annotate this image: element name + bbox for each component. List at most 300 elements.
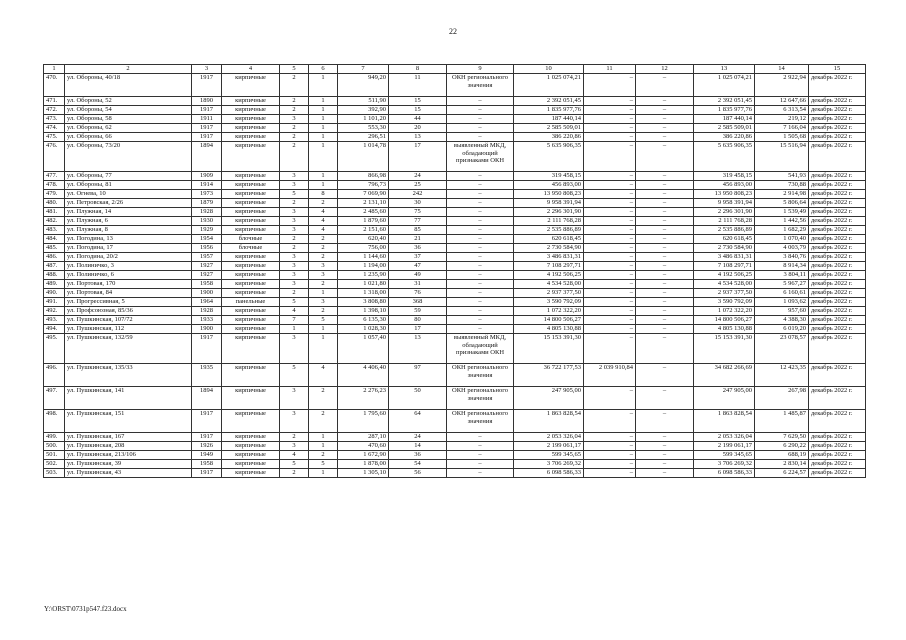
deadline-cell: декабрь 2022 г.	[809, 280, 866, 289]
wall-material-cell: кирпичные	[222, 190, 280, 199]
other-cost-cell: –	[636, 244, 694, 253]
deadline-cell: декабрь 2022 г.	[809, 106, 866, 115]
other-cost-cell: –	[636, 325, 694, 334]
area-cell: 1 318,00	[338, 289, 389, 298]
address-cell: ул. Погодина, 13	[65, 235, 192, 244]
address-cell: ул. Пушкинская, 107/72	[65, 316, 192, 325]
area-cell: 1 021,80	[338, 280, 389, 289]
build-year-cell: 1926	[192, 442, 222, 451]
floors-cell: 2	[280, 235, 309, 244]
total-cost-cell: 319 458,15	[514, 172, 584, 181]
wall-material-cell: кирпичные	[222, 334, 280, 364]
cost-per-sqm-cell: 5 967,27	[755, 280, 809, 289]
owner-cost-cell: 6 098 586,33	[694, 469, 755, 478]
other-cost-cell: –	[636, 364, 694, 387]
address-cell: ул. Обороны, 77	[65, 172, 192, 181]
wall-material-cell: кирпичные	[222, 280, 280, 289]
owner-cost-cell: 9 958 391,94	[694, 199, 755, 208]
cost-per-sqm-cell: 12 423,35	[755, 364, 809, 387]
owner-cost-cell: 599 345,65	[694, 451, 755, 460]
row-number-cell: 502.	[44, 460, 65, 469]
total-cost-cell: 2 730 584,90	[514, 244, 584, 253]
fund-cost-cell: –	[584, 334, 636, 364]
build-year-cell: 1928	[192, 208, 222, 217]
build-year-cell: 1917	[192, 410, 222, 433]
fund-cost-cell: –	[584, 97, 636, 106]
area-cell: 470,60	[338, 442, 389, 451]
wall-material-cell: кирпичные	[222, 460, 280, 469]
owner-cost-cell: 2 296 301,90	[694, 208, 755, 217]
table-row	[44, 442, 866, 451]
deadline-cell: декабрь 2022 г.	[809, 460, 866, 469]
row-number-cell: 483.	[44, 226, 65, 235]
status-cell: –	[447, 298, 514, 307]
fund-cost-cell: –	[584, 325, 636, 334]
other-cost-cell: –	[636, 469, 694, 478]
floors-cell: 3	[280, 280, 309, 289]
address-cell: ул. Пушкинская, 132/59	[65, 334, 192, 364]
row-number-cell: 497.	[44, 387, 65, 410]
address-cell: ул. Пушкинская, 112	[65, 325, 192, 334]
floors-cell: 2	[280, 289, 309, 298]
area-cell: 2 151,60	[338, 226, 389, 235]
fund-cost-cell: –	[584, 442, 636, 451]
table-row	[44, 460, 866, 469]
wall-material-cell: кирпичные	[222, 253, 280, 262]
floors-cell: 5	[280, 460, 309, 469]
total-cost-cell: 7 108 297,71	[514, 262, 584, 271]
build-year-cell: 1894	[192, 387, 222, 410]
area-cell: 2 276,23	[338, 387, 389, 410]
address-cell: ул. Обороны, 40/18	[65, 74, 192, 97]
wall-material-cell: кирпичные	[222, 217, 280, 226]
table-row	[44, 271, 866, 280]
entrances-cell: 1	[309, 334, 338, 364]
address-cell: ул. Обороны, 62	[65, 124, 192, 133]
table-row	[44, 334, 866, 364]
build-year-cell: 1927	[192, 262, 222, 271]
cost-per-sqm-cell: 219,12	[755, 115, 809, 124]
deadline-cell: декабрь 2022 г.	[809, 307, 866, 316]
row-number-cell: 478.	[44, 181, 65, 190]
floors-cell: 2	[280, 133, 309, 142]
other-cost-cell: –	[636, 451, 694, 460]
other-cost-cell: –	[636, 442, 694, 451]
status-cell: ОКН регионального значения	[447, 364, 514, 387]
entrances-cell: 1	[309, 142, 338, 172]
deadline-cell: декабрь 2022 г.	[809, 172, 866, 181]
status-cell: –	[447, 133, 514, 142]
fund-cost-cell: –	[584, 253, 636, 262]
address-cell: ул. Пушкинская, 167	[65, 433, 192, 442]
other-cost-cell: –	[636, 181, 694, 190]
row-number-cell: 492.	[44, 307, 65, 316]
owner-cost-cell: 2 535 886,89	[694, 226, 755, 235]
status-cell: –	[447, 235, 514, 244]
total-cost-cell: 2 585 509,01	[514, 124, 584, 133]
floors-cell: 3	[280, 172, 309, 181]
wall-material-cell: кирпичные	[222, 106, 280, 115]
owner-cost-cell: 2 937 377,50	[694, 289, 755, 298]
cost-per-sqm-cell: 4 388,30	[755, 316, 809, 325]
wall-material-cell: кирпичные	[222, 307, 280, 316]
table-row	[44, 133, 866, 142]
row-number-cell: 489.	[44, 280, 65, 289]
page-number: 22	[449, 27, 457, 36]
other-cost-cell: –	[636, 124, 694, 133]
floors-cell: 3	[280, 271, 309, 280]
build-year-cell: 1917	[192, 74, 222, 97]
residents-cell: 50	[389, 387, 447, 410]
total-cost-cell: 599 345,65	[514, 451, 584, 460]
row-number-cell: 484.	[44, 235, 65, 244]
area-cell: 1 795,60	[338, 410, 389, 433]
status-cell: –	[447, 325, 514, 334]
row-number-cell: 486.	[44, 253, 65, 262]
area-cell: 756,00	[338, 244, 389, 253]
address-cell: ул. Полиничко, 3	[65, 262, 192, 271]
deadline-cell: декабрь 2022 г.	[809, 410, 866, 433]
floors-cell: 3	[280, 334, 309, 364]
owner-cost-cell: 1 835 977,76	[694, 106, 755, 115]
cost-per-sqm-cell: 4 003,79	[755, 244, 809, 253]
table-row	[44, 124, 866, 133]
owner-cost-cell: 319 458,15	[694, 172, 755, 181]
area-cell: 511,90	[338, 97, 389, 106]
header-cell: 1	[44, 65, 65, 74]
floors-cell: 3	[280, 262, 309, 271]
wall-material-cell: кирпичные	[222, 316, 280, 325]
wall-material-cell: кирпичные	[222, 208, 280, 217]
entrances-cell: 1	[309, 433, 338, 442]
deadline-cell: декабрь 2022 г.	[809, 244, 866, 253]
total-cost-cell: 4 805 130,88	[514, 325, 584, 334]
area-cell: 2 485,60	[338, 208, 389, 217]
status-cell: –	[447, 172, 514, 181]
owner-cost-cell: 3 590 792,09	[694, 298, 755, 307]
cost-per-sqm-cell: 7 629,50	[755, 433, 809, 442]
entrances-cell: 4	[309, 208, 338, 217]
table-row	[44, 433, 866, 442]
entrances-cell: 1	[309, 469, 338, 478]
total-cost-cell: 2 111 768,28	[514, 217, 584, 226]
total-cost-cell: 620 618,45	[514, 235, 584, 244]
table-row	[44, 316, 866, 325]
row-number-cell: 499.	[44, 433, 65, 442]
owner-cost-cell: 247 905,00	[694, 387, 755, 410]
table-row	[44, 97, 866, 106]
header-cell: 7	[338, 65, 389, 74]
area-cell: 1 672,90	[338, 451, 389, 460]
row-number-cell: 471.	[44, 97, 65, 106]
build-year-cell: 1929	[192, 226, 222, 235]
header-cell: 3	[192, 65, 222, 74]
other-cost-cell: –	[636, 115, 694, 124]
floors-cell: 3	[280, 181, 309, 190]
cost-per-sqm-cell: 1 485,87	[755, 410, 809, 433]
address-cell: ул. Плужная, 8	[65, 226, 192, 235]
area-cell: 1 235,90	[338, 271, 389, 280]
entrances-cell: 2	[309, 410, 338, 433]
table-row	[44, 172, 866, 181]
table-row	[44, 106, 866, 115]
table-row	[44, 253, 866, 262]
wall-material-cell: кирпичные	[222, 142, 280, 172]
entrances-cell: 5	[309, 316, 338, 325]
owner-cost-cell: 1 072 322,20	[694, 307, 755, 316]
owner-cost-cell: 34 682 266,69	[694, 364, 755, 387]
entrances-cell: 4	[309, 217, 338, 226]
fund-cost-cell: –	[584, 280, 636, 289]
owner-cost-cell: 2 730 584,90	[694, 244, 755, 253]
other-cost-cell: –	[636, 172, 694, 181]
total-cost-cell: 36 722 177,53	[514, 364, 584, 387]
status-cell: –	[447, 271, 514, 280]
build-year-cell: 1914	[192, 181, 222, 190]
table-row	[44, 181, 866, 190]
wall-material-cell: кирпичные	[222, 172, 280, 181]
table-row	[44, 74, 866, 97]
address-cell: ул. Портовая, 170	[65, 280, 192, 289]
residents-cell: 20	[389, 124, 447, 133]
fund-cost-cell: –	[584, 271, 636, 280]
build-year-cell: 1935	[192, 364, 222, 387]
area-cell: 553,30	[338, 124, 389, 133]
status-cell: –	[447, 442, 514, 451]
other-cost-cell: –	[636, 142, 694, 172]
address-cell: ул. Обороны, 54	[65, 106, 192, 115]
status-cell: –	[447, 244, 514, 253]
deadline-cell: декабрь 2022 г.	[809, 387, 866, 410]
cost-per-sqm-cell: 6 019,20	[755, 325, 809, 334]
residents-cell: 85	[389, 226, 447, 235]
other-cost-cell: –	[636, 460, 694, 469]
address-cell: ул. Пушкинская, 208	[65, 442, 192, 451]
owner-cost-cell: 2 392 051,45	[694, 97, 755, 106]
deadline-cell: декабрь 2022 г.	[809, 451, 866, 460]
total-cost-cell: 3 706 269,32	[514, 460, 584, 469]
cost-per-sqm-cell: 3 804,11	[755, 271, 809, 280]
fund-cost-cell: –	[584, 181, 636, 190]
build-year-cell: 1890	[192, 97, 222, 106]
residents-cell: 37	[389, 253, 447, 262]
build-year-cell: 1933	[192, 316, 222, 325]
entrances-cell: 3	[309, 262, 338, 271]
table-row	[44, 364, 866, 387]
build-year-cell: 1917	[192, 124, 222, 133]
cost-per-sqm-cell: 1 682,29	[755, 226, 809, 235]
table-row	[44, 289, 866, 298]
cost-per-sqm-cell: 1 442,56	[755, 217, 809, 226]
area-cell: 392,90	[338, 106, 389, 115]
floors-cell: 3	[280, 410, 309, 433]
total-cost-cell: 3 486 831,31	[514, 253, 584, 262]
entrances-cell: 2	[309, 235, 338, 244]
table-row	[44, 469, 866, 478]
address-cell: ул. Пушкинская, 43	[65, 469, 192, 478]
other-cost-cell: –	[636, 289, 694, 298]
build-year-cell: 1909	[192, 172, 222, 181]
other-cost-cell: –	[636, 410, 694, 433]
fund-cost-cell: –	[584, 410, 636, 433]
floors-cell: 2	[280, 124, 309, 133]
residents-cell: 24	[389, 172, 447, 181]
other-cost-cell: –	[636, 271, 694, 280]
cost-per-sqm-cell: 7 166,04	[755, 124, 809, 133]
floors-cell: 1	[280, 325, 309, 334]
floors-cell: 2	[280, 469, 309, 478]
area-cell: 1 057,40	[338, 334, 389, 364]
floors-cell: 5	[280, 364, 309, 387]
entrances-cell: 1	[309, 106, 338, 115]
cost-per-sqm-cell: 267,98	[755, 387, 809, 410]
row-number-cell: 503.	[44, 469, 65, 478]
residents-cell: 15	[389, 97, 447, 106]
fund-cost-cell: –	[584, 199, 636, 208]
fund-cost-cell: –	[584, 106, 636, 115]
residents-cell: 76	[389, 289, 447, 298]
entrances-cell: 1	[309, 442, 338, 451]
residents-cell: 30	[389, 199, 447, 208]
owner-cost-cell: 4 534 528,00	[694, 280, 755, 289]
residents-cell: 24	[389, 433, 447, 442]
wall-material-cell: кирпичные	[222, 410, 280, 433]
deadline-cell: декабрь 2022 г.	[809, 208, 866, 217]
status-cell: –	[447, 253, 514, 262]
cost-per-sqm-cell: 2 914,98	[755, 190, 809, 199]
floors-cell: 2	[280, 74, 309, 97]
table-row	[44, 142, 866, 172]
wall-material-cell: кирпичные	[222, 289, 280, 298]
residents-cell: 36	[389, 451, 447, 460]
cost-per-sqm-cell: 5 806,64	[755, 199, 809, 208]
status-cell: ОКН регионального значения	[447, 387, 514, 410]
entrances-cell: 2	[309, 451, 338, 460]
cost-per-sqm-cell: 541,93	[755, 172, 809, 181]
other-cost-cell: –	[636, 235, 694, 244]
residents-cell: 75	[389, 208, 447, 217]
total-cost-cell: 2 296 301,90	[514, 208, 584, 217]
floors-cell: 7	[280, 316, 309, 325]
row-number-cell: 479.	[44, 190, 65, 199]
deadline-cell: декабрь 2022 г.	[809, 469, 866, 478]
address-cell: ул. Прогрессивная, 5	[65, 298, 192, 307]
cost-per-sqm-cell: 12 647,66	[755, 97, 809, 106]
header-cell: 2	[65, 65, 192, 74]
header-cell: 10	[514, 65, 584, 74]
total-cost-cell: 1 025 074,21	[514, 74, 584, 97]
total-cost-cell: 2 053 326,04	[514, 433, 584, 442]
row-number-cell: 475.	[44, 133, 65, 142]
residents-cell: 44	[389, 115, 447, 124]
residents-cell: 15	[389, 106, 447, 115]
floors-cell: 5	[280, 190, 309, 199]
owner-cost-cell: 620 618,45	[694, 235, 755, 244]
address-cell: ул. Полиничко, 6	[65, 271, 192, 280]
build-year-cell: 1900	[192, 325, 222, 334]
floors-cell: 2	[280, 142, 309, 172]
entrances-cell: 2	[309, 280, 338, 289]
floors-cell: 2	[280, 106, 309, 115]
status-cell: –	[447, 289, 514, 298]
area-cell: 949,20	[338, 74, 389, 97]
area-cell: 1 144,60	[338, 253, 389, 262]
status-cell: выявленный МКД, обладающий признаками ОКН	[447, 334, 514, 364]
entrances-cell: 2	[309, 307, 338, 316]
wall-material-cell: кирпичные	[222, 387, 280, 410]
cost-per-sqm-cell: 6 160,61	[755, 289, 809, 298]
build-year-cell: 1917	[192, 133, 222, 142]
area-cell: 4 406,40	[338, 364, 389, 387]
owner-cost-cell: 1 025 074,21	[694, 74, 755, 97]
owner-cost-cell: 2 111 768,28	[694, 217, 755, 226]
entrances-cell: 8	[309, 190, 338, 199]
floors-cell: 3	[280, 253, 309, 262]
build-year-cell: 1956	[192, 244, 222, 253]
address-cell: ул. Плужная, 14	[65, 208, 192, 217]
residents-cell: 21	[389, 235, 447, 244]
row-number-cell: 498.	[44, 410, 65, 433]
area-cell: 7 069,90	[338, 190, 389, 199]
fund-cost-cell: –	[584, 289, 636, 298]
wall-material-cell: кирпичные	[222, 469, 280, 478]
table-row	[44, 387, 866, 410]
entrances-cell: 4	[309, 364, 338, 387]
status-cell: выявленный МКД, обладающий признаками ОКН	[447, 142, 514, 172]
owner-cost-cell: 2 199 061,17	[694, 442, 755, 451]
deadline-cell: декабрь 2022 г.	[809, 253, 866, 262]
total-cost-cell: 1 072 322,20	[514, 307, 584, 316]
cost-per-sqm-cell: 15 516,94	[755, 142, 809, 172]
owner-cost-cell: 15 153 391,30	[694, 334, 755, 364]
wall-material-cell: блочные	[222, 244, 280, 253]
fund-cost-cell: –	[584, 172, 636, 181]
entrances-cell: 1	[309, 133, 338, 142]
cost-per-sqm-cell: 6 313,54	[755, 106, 809, 115]
row-number-cell: 488.	[44, 271, 65, 280]
header-cell: 6	[309, 65, 338, 74]
entrances-cell: 5	[309, 460, 338, 469]
fund-cost-cell: –	[584, 244, 636, 253]
status-cell: –	[447, 433, 514, 442]
total-cost-cell: 247 905,00	[514, 387, 584, 410]
floors-cell: 3	[280, 387, 309, 410]
status-cell: –	[447, 115, 514, 124]
total-cost-cell: 1 863 828,54	[514, 410, 584, 433]
deadline-cell: декабрь 2022 г.	[809, 142, 866, 172]
deadline-cell: декабрь 2022 г.	[809, 289, 866, 298]
cost-per-sqm-cell: 2 922,94	[755, 74, 809, 97]
row-number-cell: 473.	[44, 115, 65, 124]
status-cell: –	[447, 307, 514, 316]
fund-cost-cell: 2 039 910,84	[584, 364, 636, 387]
wall-material-cell: кирпичные	[222, 181, 280, 190]
row-number-cell: 500.	[44, 442, 65, 451]
status-cell: –	[447, 262, 514, 271]
row-number-cell: 496.	[44, 364, 65, 387]
residents-cell: 368	[389, 298, 447, 307]
deadline-cell: декабрь 2022 г.	[809, 235, 866, 244]
wall-material-cell: кирпичные	[222, 97, 280, 106]
build-year-cell: 1927	[192, 271, 222, 280]
wall-material-cell: кирпичные	[222, 433, 280, 442]
address-cell: ул. Пушкинская, 213/106	[65, 451, 192, 460]
deadline-cell: декабрь 2022 г.	[809, 364, 866, 387]
header-cell: 4	[222, 65, 280, 74]
residents-cell: 80	[389, 316, 447, 325]
wall-material-cell: кирпичные	[222, 133, 280, 142]
table-row	[44, 244, 866, 253]
